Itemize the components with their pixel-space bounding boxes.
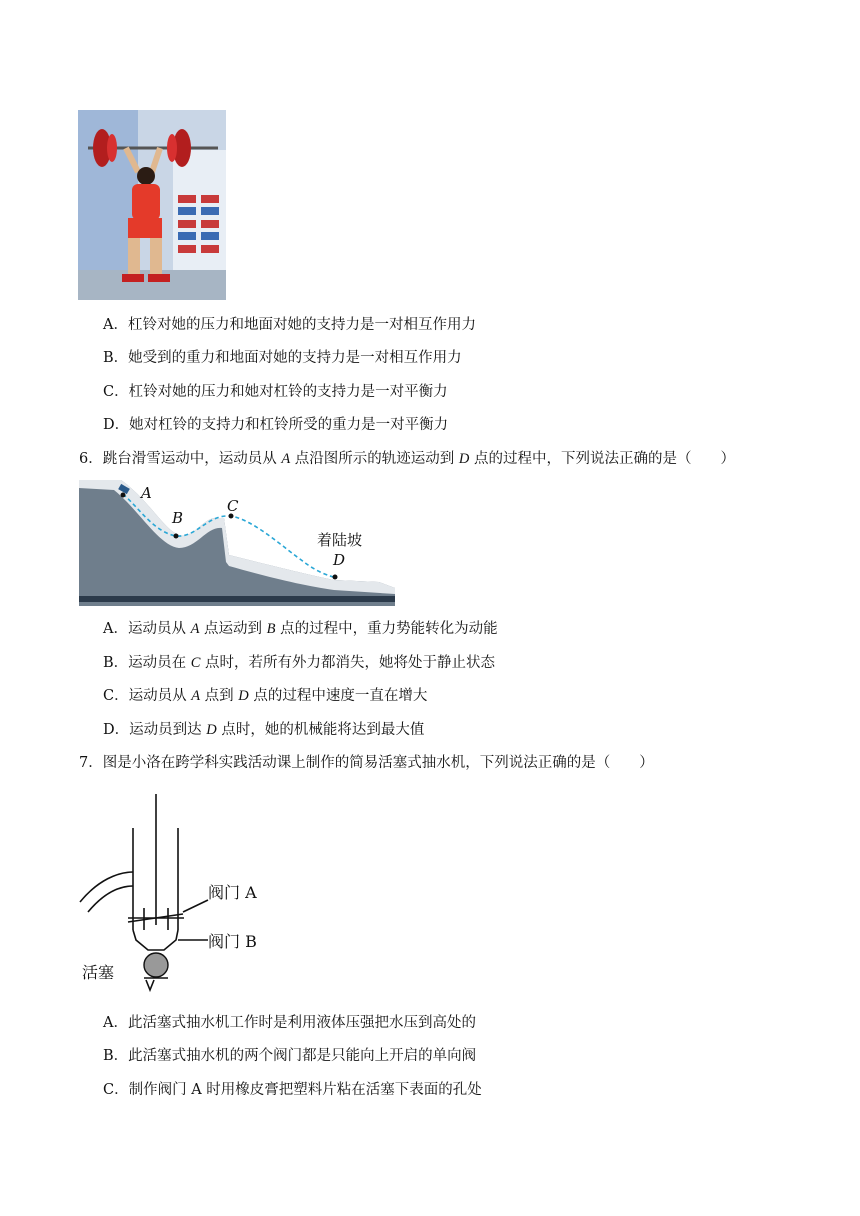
label-valve-a: 阀门 A <box>208 883 257 902</box>
ski-jump-diagram <box>79 480 395 606</box>
weightlifter-photo <box>78 110 226 300</box>
point-b <box>174 534 179 539</box>
label-slope: 着陆坡 <box>317 531 363 549</box>
label-valve-b: 阀门 B <box>208 932 257 951</box>
q7-option-c: C．制作阀门 A 时用橡皮膏把塑料片粘在活塞下表面的孔处 <box>103 1082 482 1098</box>
point-a <box>121 493 126 498</box>
q7-option-b: B．此活塞式抽水机的两个阀门都是只能向上开启的单向阀 <box>103 1048 477 1064</box>
label-piston: 活塞 <box>82 963 115 982</box>
q6-option-d: D．运动员到达 D 点时，她的机械能将达到最大值 <box>103 722 425 738</box>
spout-inner <box>88 886 133 912</box>
q6-option-c: C．运动员从 A 点到 D 点的过程中速度一直在增大 <box>103 688 428 704</box>
q7-stem: 7．图是小洛在跨学科实践活动课上制作的简易活塞式抽水机，下列说法正确的是（ ） <box>79 755 654 771</box>
q6-stem: 6．跳台滑雪运动中，运动员从 A 点沿图所示的轨迹运动到 D 点的过程中，下列说法正确的是（ ） <box>79 451 736 467</box>
valve-a-pointer <box>183 900 208 912</box>
q5-option-a: A．杠铃对她的压力和地面对她的支持力是一对相互作用力 <box>103 317 476 333</box>
piston-pump-diagram <box>78 790 278 995</box>
q5-option-c: C．杠铃对她的压力和她对杠铃的支持力是一对平衡力 <box>103 384 448 400</box>
valve-b-ball <box>144 953 168 977</box>
label-d: D <box>333 551 346 569</box>
q6-option-a: A．运动员从 A 点运动到 B 点的过程中，重力势能转化为动能 <box>103 621 498 637</box>
label-a: A <box>141 484 152 502</box>
piston-body <box>133 930 178 950</box>
q5-option-b: B．她受到的重力和地面对她的支持力是一对相互作用力 <box>103 350 462 366</box>
q6-option-b: B．运动员在 C 点时，若所有外力都消失，她将处于静止状态 <box>103 655 496 671</box>
label-c: C <box>227 497 239 515</box>
label-b: B <box>172 509 184 527</box>
q7-option-a: A．此活塞式抽水机工作时是利用液体压强把水压到高处的 <box>103 1015 476 1031</box>
q5-option-d: D．她对杠铃的支持力和杠铃所受的重力是一对平衡力 <box>103 417 449 433</box>
point-d <box>333 575 338 580</box>
